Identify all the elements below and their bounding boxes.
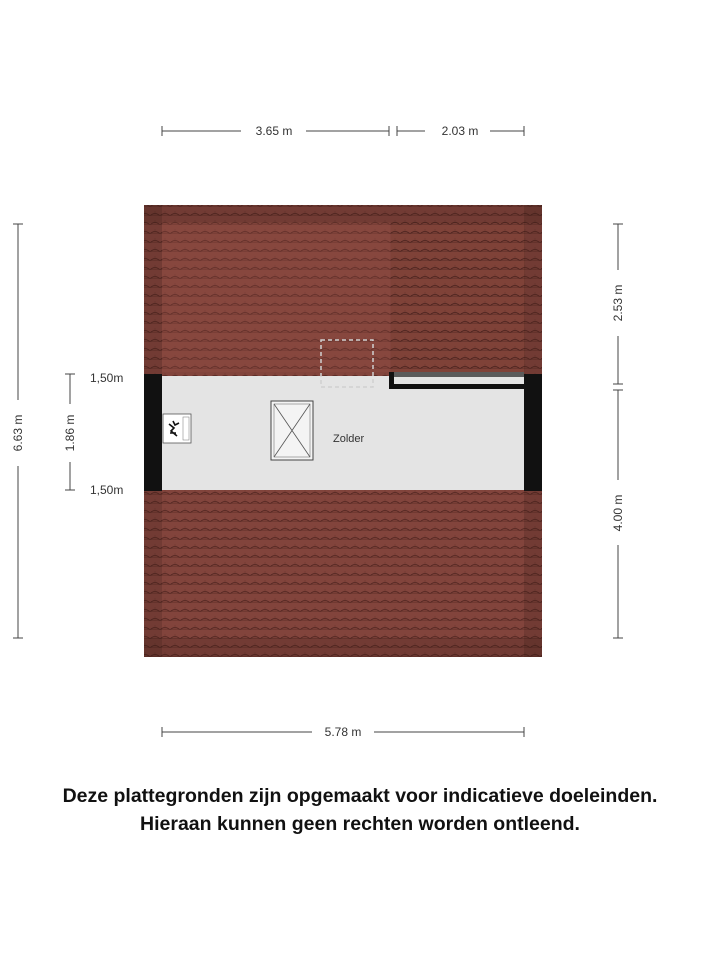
disclaimer-line-2: Hieraan kunnen geen rechten worden ontleend. [140, 813, 580, 835]
dim-left-total: 6.63 m [11, 414, 25, 452]
dim-top-right: 2.03 m [441, 124, 479, 138]
knee-height-upper: 1,50m [90, 371, 124, 385]
boiler-icon [163, 414, 191, 443]
disclaimer [0, 782, 720, 838]
dim-right-upper: 2.53 m [611, 284, 625, 322]
wall-left [144, 374, 162, 491]
disclaimer-line-1: Deze plattegronden zijn opgemaakt voor indicatieve doeleinden. [62, 785, 658, 807]
dim-left-inner: 1.86 m [63, 414, 77, 452]
knee-height-lower: 1,50m [90, 483, 124, 497]
roof-top [144, 205, 542, 376]
dim-top-left: 3.65 m [255, 124, 293, 138]
room-label: Zolder [333, 433, 365, 445]
skylight-icon [271, 401, 313, 460]
dim-bottom: 5.78 m [324, 725, 362, 739]
wall-right [524, 374, 542, 491]
dim-right-lower: 4.00 m [611, 494, 625, 532]
roof-bottom [144, 490, 542, 657]
